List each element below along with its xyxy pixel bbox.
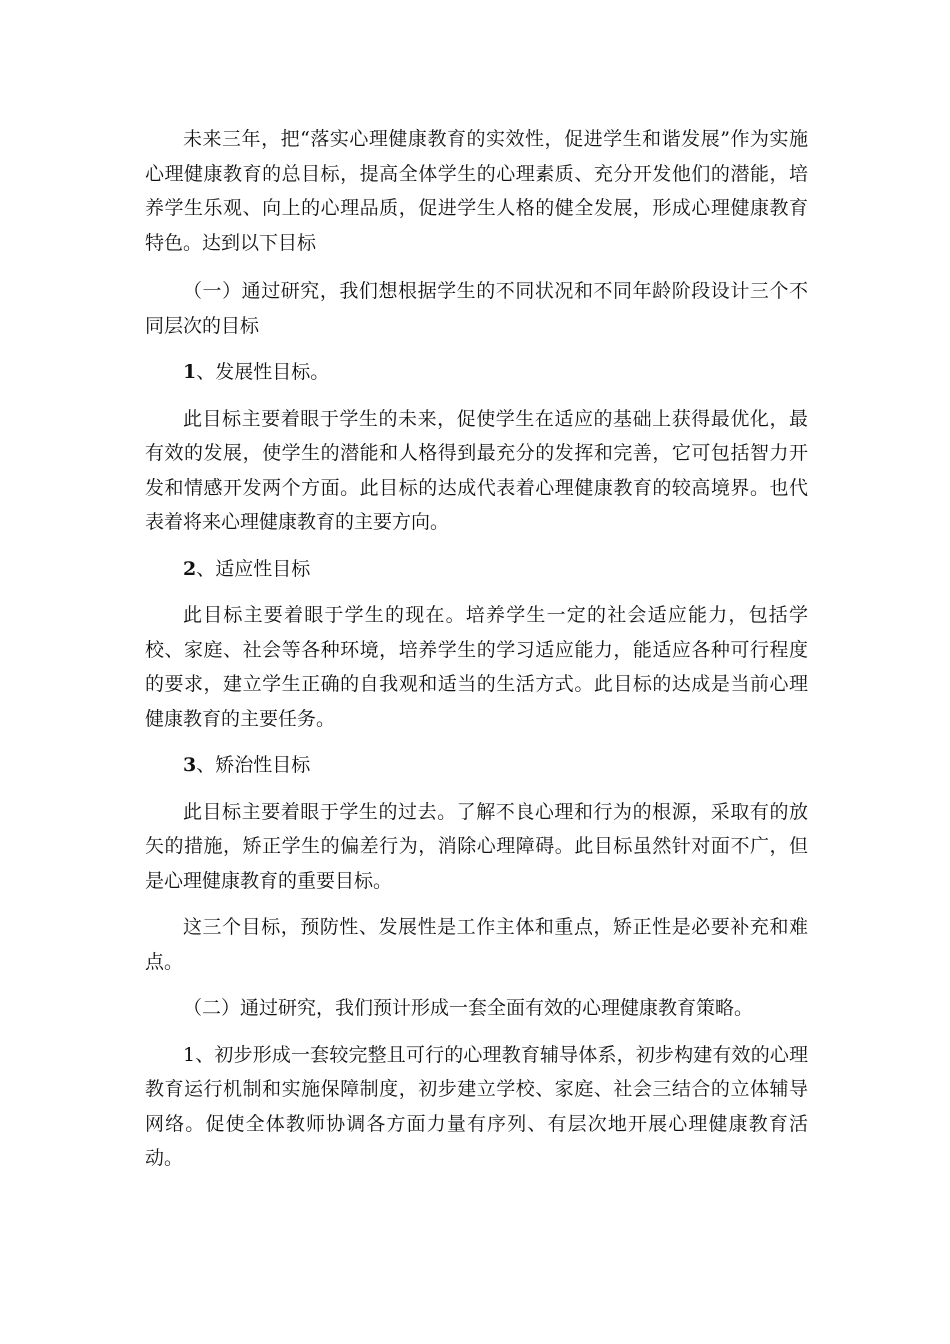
paragraph-developmental-goal: 此目标主要着眼于学生的未来，促使学生在适应的基础上获得最优化，最有效的发展，使学生的潜能和人格得到最充分的发挥和完善，它可包括智力开发和情感开发两个方面。此目标的达成代表着心理健康教育的较高境界。也代表着将来心理健康教育的主要方向。: [145, 407, 808, 533]
heading-label: 、矫治性目标: [196, 754, 311, 776]
heading-corrective-goal: [145, 748, 808, 783]
heading-label: 、适应性目标: [196, 557, 311, 580]
heading-number: 2: [183, 557, 197, 580]
heading-developmental-goal: [145, 355, 808, 390]
paragraph-section-two: （二）通过研究，我们预计形成一套全面有效的心理健康教育策略。: [183, 997, 754, 1019]
heading-number: 1: [183, 361, 197, 383]
heading-number: 3: [183, 754, 197, 776]
paragraph-adaptive-goal: 此目标主要着眼于学生的现在。培养学生一定的社会适应能力，包括学校、家庭、社会等各种环境，培养学生的学习适应能力，能适应各种可行程度的要求，建立学生正确的自我观和适当的生活方式。此目标的达成是当前心理健康教育的主要任务。: [145, 604, 808, 730]
document-body: [145, 122, 808, 1176]
paragraph-overall-goal: 未来三年，把“落实心理健康教育的实效性，促进学生和谐发展”作为实施心理健康教育的总目标，提高全体学生的心理素质、充分开发他们的潜能，培养学生乐观、向上的心理品质，促进学生人格的健全发展，形成心理健康教育特色。达到以下目标: [145, 128, 808, 254]
paragraph-strategy-one: 1、初步形成一套较完整且可行的心理教育辅导体系，初步构建有效的心理教育运行机制和实施保障制度，初步建立学校、家庭、社会三结合的立体辅导网络。促使全体教师协调各方面力量有序列、有层次地开展心理健康教育活动。: [145, 1043, 808, 1169]
paragraph-corrective-goal: 此目标主要着眼于学生的过去。了解不良心理和行为的根源，采取有的放矢的措施，矫正学生的偏差行为，消除心理障碍。此目标虽然针对面不广，但是心理健康教育的重要目标。: [145, 800, 808, 892]
heading-label: 、发展性目标。: [196, 361, 330, 383]
paragraph-goals-summary: 这三个目标，预防性、发展性是工作主体和重点，矫正性是必要补充和难点。: [145, 916, 808, 973]
heading-adaptive-goal: [145, 552, 808, 587]
paragraph-section-one: （一）通过研究，我们想根据学生的不同状况和不同年龄阶段设计三个不同层次的目标: [145, 280, 808, 337]
